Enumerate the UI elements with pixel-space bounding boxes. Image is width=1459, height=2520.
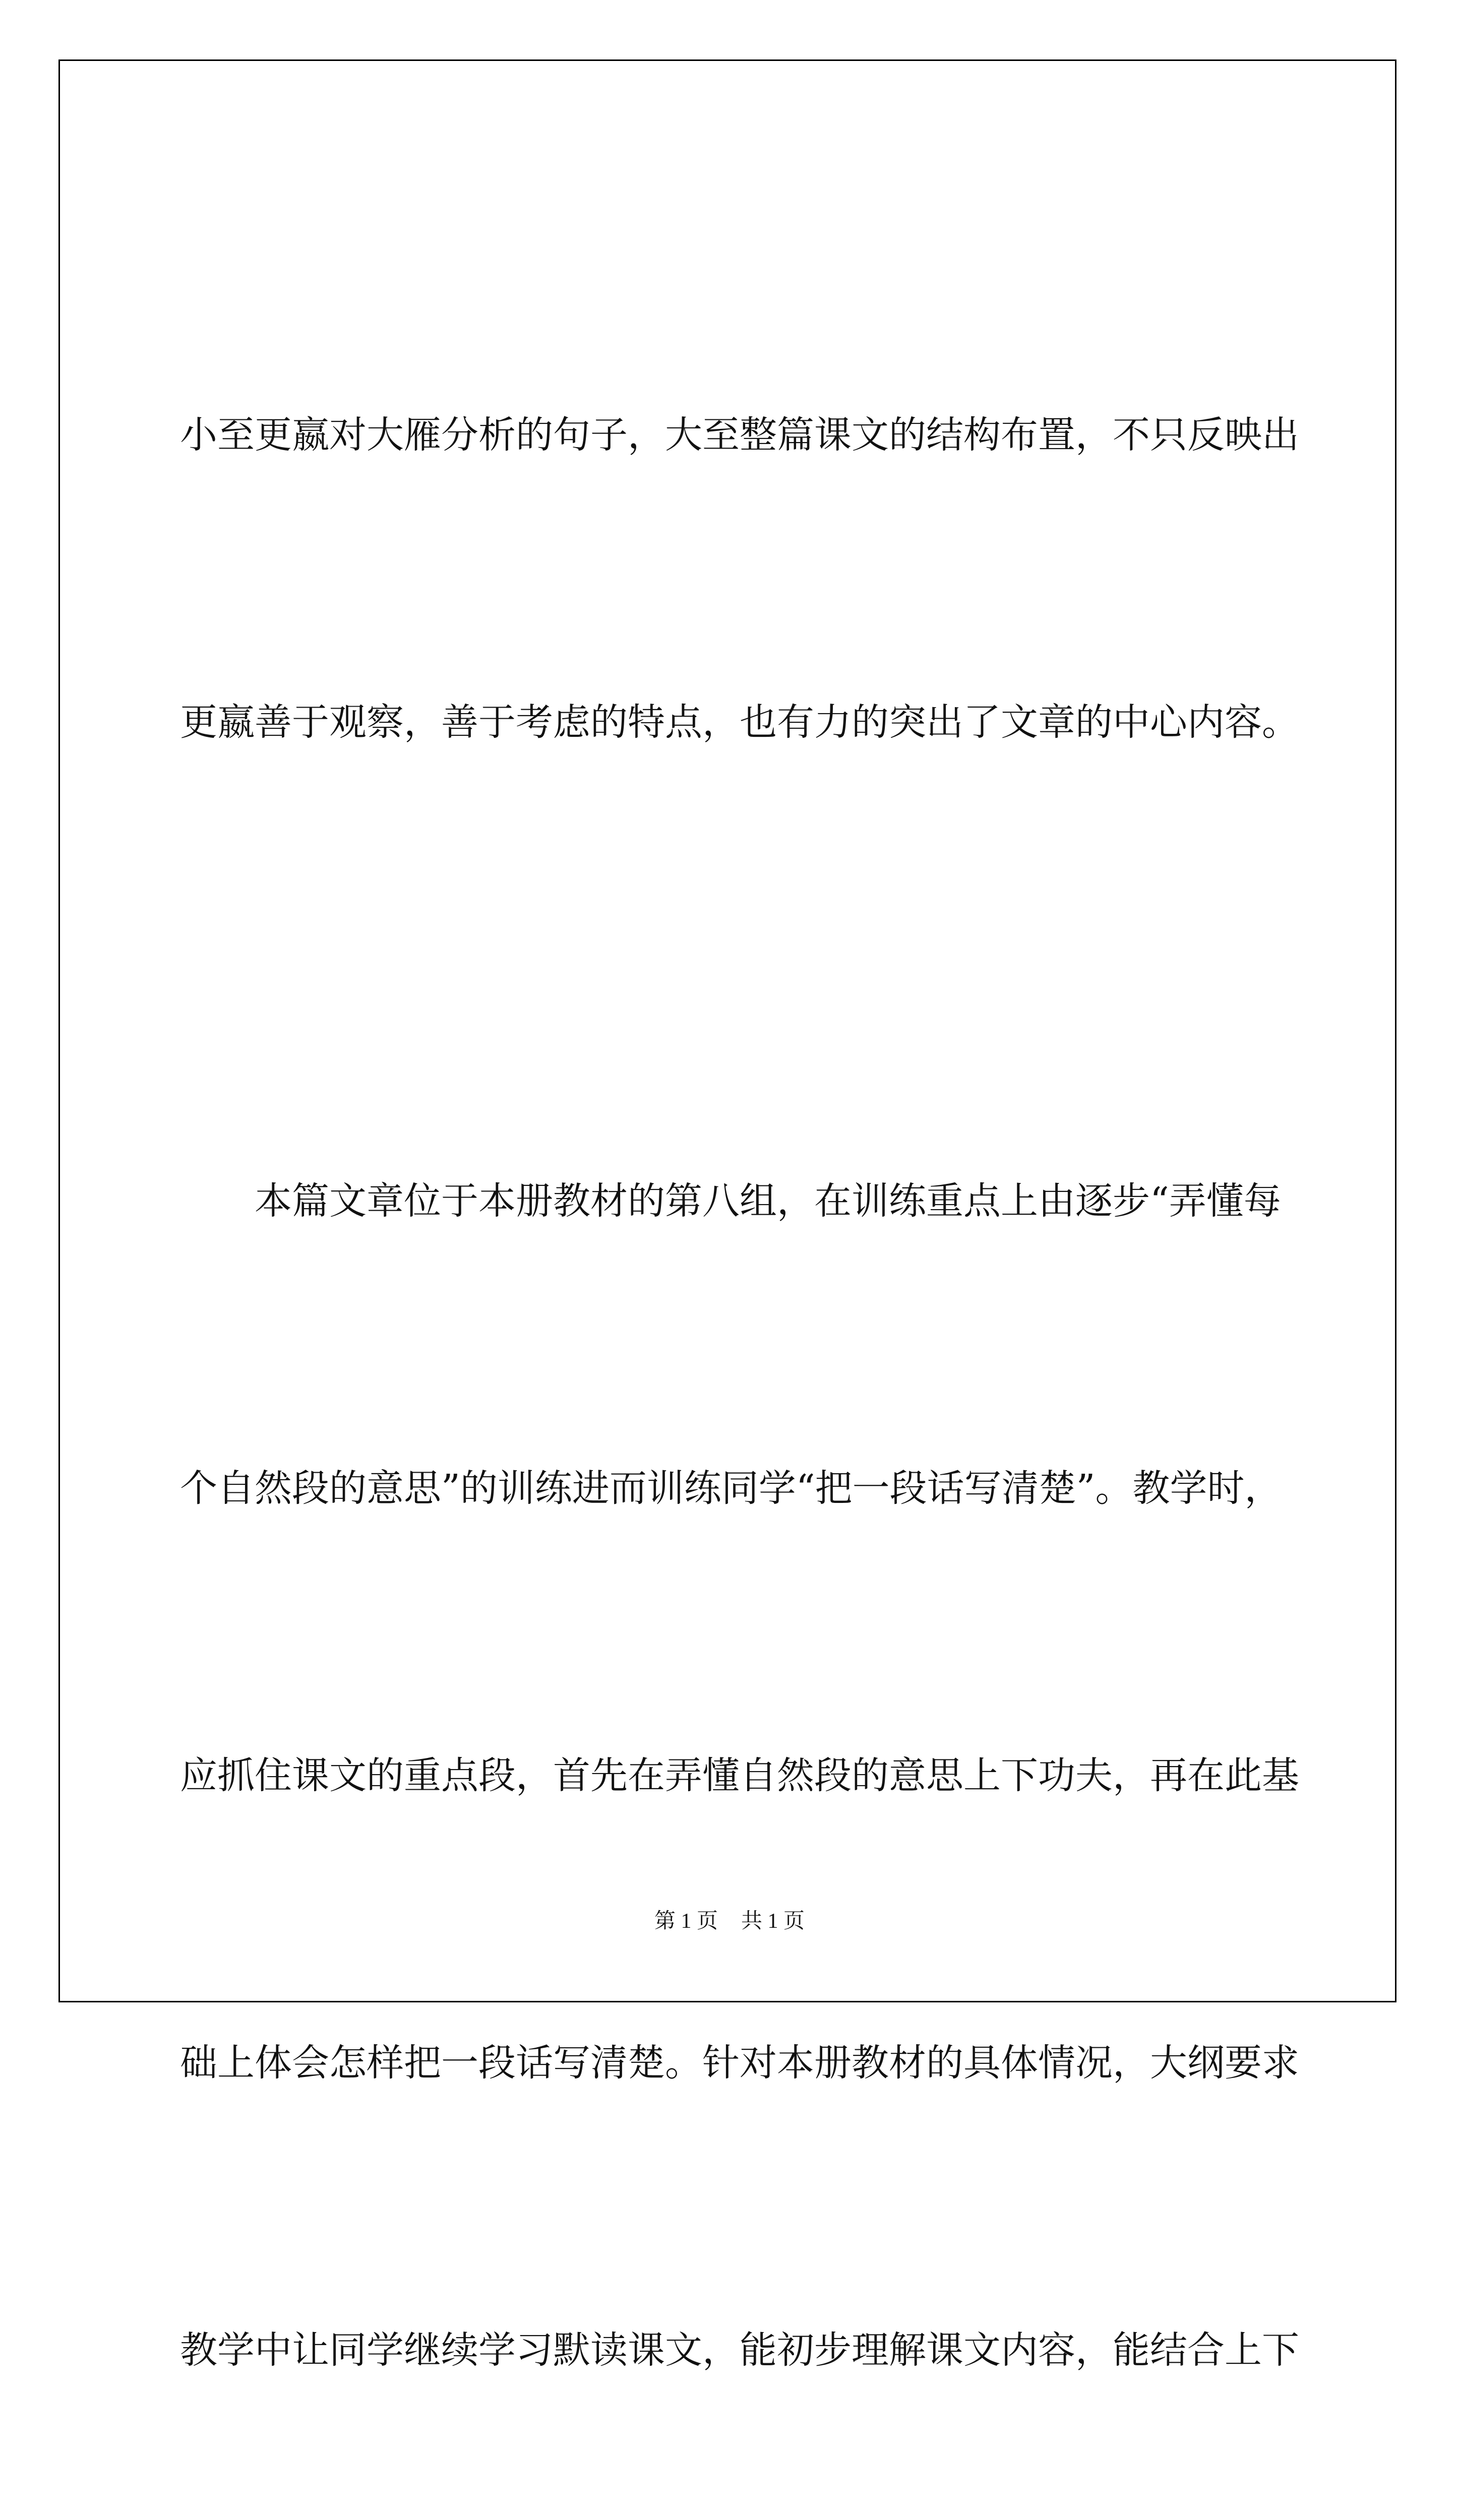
text-line: 个自然段的意思”的训练进而训练同学“把一段话写清楚”。教学时，	[180, 1467, 1282, 1510]
text-line: 更嬴善于观察，善于考虑的特点，也有力的突出了文章的中心内容。	[180, 701, 1299, 744]
text-line: 教学中让同学继续学习默读课文，能初步理解课文内容，能结合上下	[180, 2328, 1299, 2372]
paragraph-2	[180, 962, 1299, 2520]
document-body	[180, 196, 1299, 2520]
page-footer	[0, 1904, 1459, 1934]
text-line-indented: 本篇文章位于本册教材的第八组，在训练重点上由逐步“弄懂每	[255, 1179, 1281, 1223]
paragraph-1	[180, 196, 1299, 962]
text-line: 应抓住课文的重点段，首先在弄懂自然段的意思上下功夫，再在此基	[180, 1754, 1299, 1797]
text-line: 础上体会怎样把一段话写清楚。针对本册教材的具体情况，大纲要求	[180, 2041, 1299, 2085]
page-number: 第 1 页	[654, 1910, 718, 1933]
text-line: 小至更嬴对大雁分析的句子，大至整篇课文的结构布置，不只反映出	[180, 413, 1299, 457]
page-total: 共 1 页	[741, 1910, 805, 1933]
